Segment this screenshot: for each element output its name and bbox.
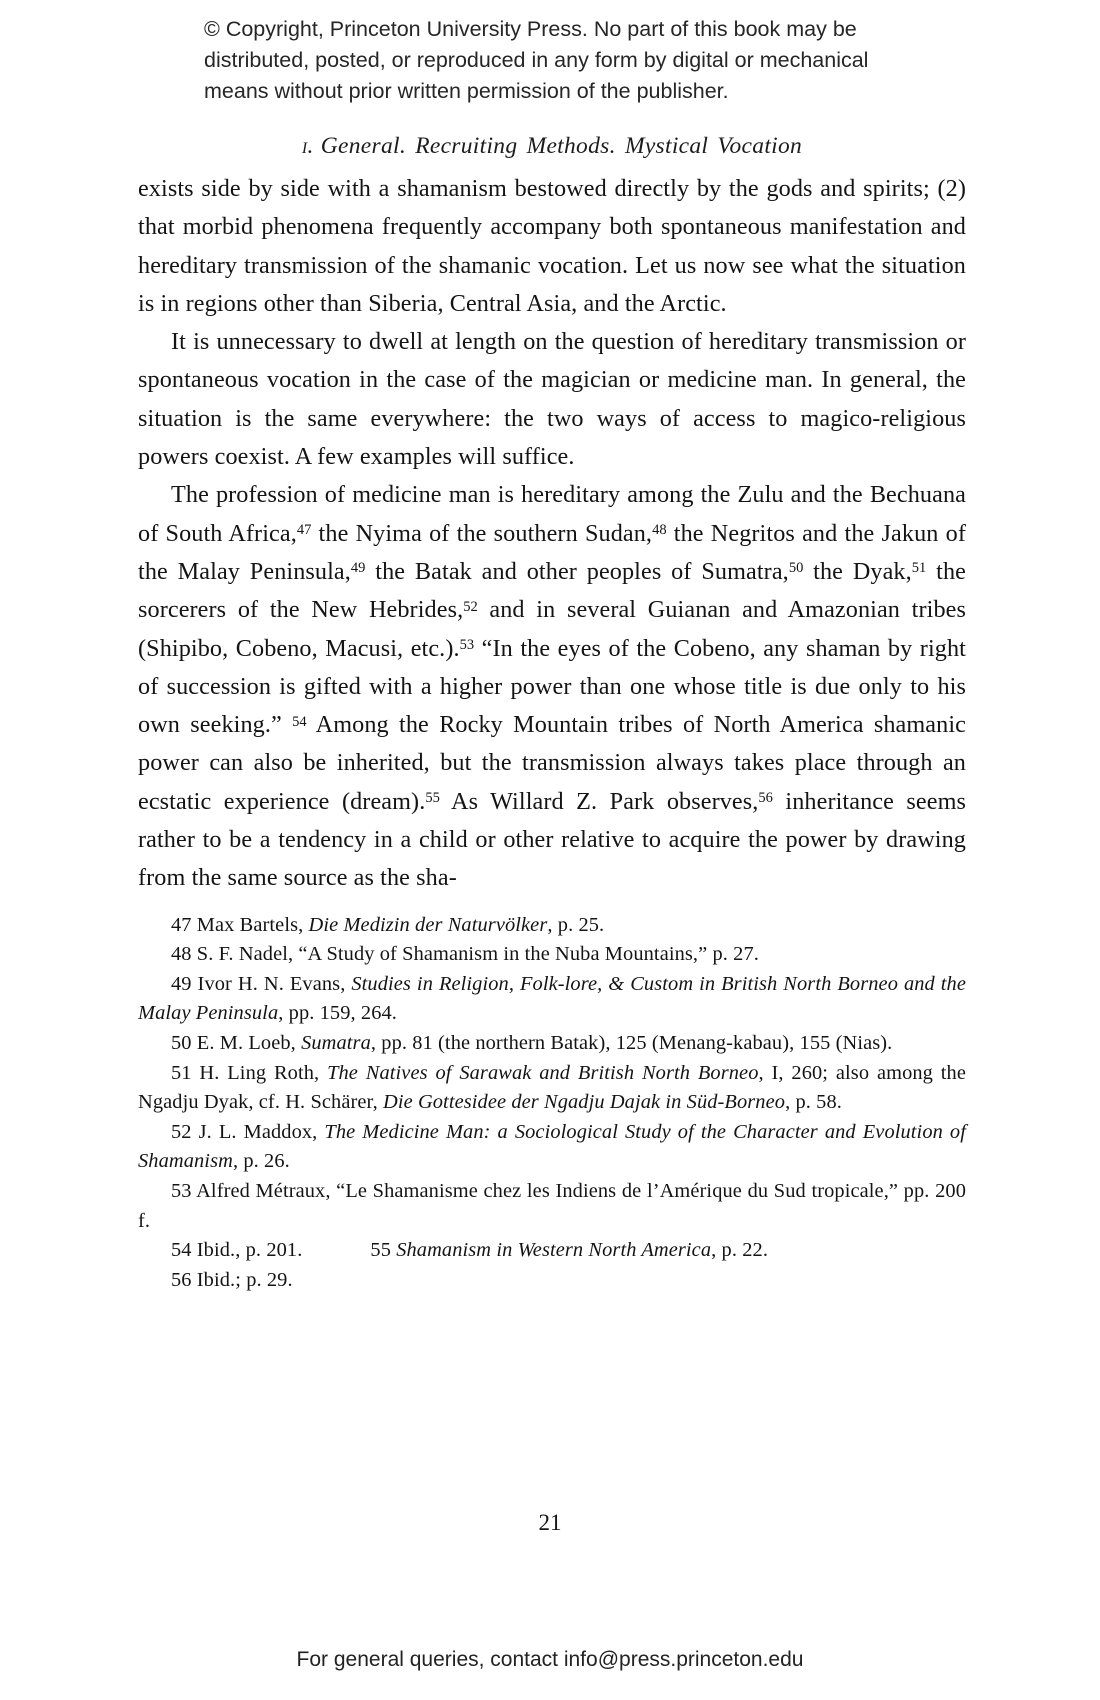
- footnote-50: 50 E. M. Loeb, Sumatra, pp. 81 (the northern Batak), 125 (Menang-kabau), 155 (Nias).: [171, 1032, 893, 1055]
- footnote-48: 48 S. F. Nadel, “A Study of Shamanism in the Nuba Mountains,” p. 27.: [171, 943, 759, 966]
- copyright-line: © Copyright, Princeton University Press. No part of this book may be: [204, 17, 857, 41]
- copyright-line: means without prior written permission of the publisher.: [204, 79, 729, 103]
- footer-contact: For general queries, contact info@press.princeton.edu: [296, 1648, 804, 1671]
- paragraph: The profession of medicine man is hereditary among the Zulu and the Bechuana of South Africa,$^{47}$ the Nyima of the southern Sudan,$^{48}$ the Negritos and the Jakun of the Malay Peninsula,$^{49}$ the Batak and other peoples of Sumatra,$^{50}$ the Dyak,$^{51}$ the sorcerers of the New Hebrides,$^{52}$ and in several Guianan and Amazonian tribes (Shipibo, Cobeno, Macusi, etc.).$^{53}$ “In the eyes of the Cobeno, any shaman by right of succession is gifted with a higher power than one whose title is due only to his own seeking.” $^{54}$ Among the Rocky Mountain tribes of North America shamanic power can also be inherited, but the transmission always takes place through an ecstatic experience (dream).$^{55}$ As Willard Z. Park observes,$^{56}$ inheritance seems rather to be a tendency in a child or other relative to acquire the power by drawing from the same source as the sha-: [138, 481, 967, 892]
- page-number: 21: [538, 1510, 562, 1535]
- paragraph: It is unnecessary to dwell at length on the question of hereditary transmission or spontaneous vocation in the case of the magician or medicine man. In general, the situation is the same everywhere: the two ways of access to magico-religious powers coexist. A few examples will suffice.: [138, 328, 966, 471]
- footnote-51: 51 H. Ling Roth, The Natives of Sarawak and British North Borneo, I, 260; also among the Ngadju Dyak, cf. H. Schärer, Die Gottesidee der Ngadju Dajak in Süd-Borneo, p. 58.: [138, 1061, 966, 1114]
- section-title: General. Recruiting Methods. Mystical Vocation: [320, 133, 803, 159]
- footnote-53: 53 Alfred Métraux, “Le Shamanisme chez les Indiens de l’Amérique du Sud tropicale,” pp. 200 f.: [138, 1179, 966, 1232]
- paragraph: exists side by side with a shamanism bestowed directly by the gods and spirits; (2) that morbid phenomena frequently accompany both spontaneous manifestation and hereditary transmission of the shamanic vocation. Let us now see what the situation is in regions other than Siberia, Central Asia, and the Arctic.: [138, 175, 966, 317]
- footnote-56: 56 Ibid.; p. 29.: [171, 1268, 293, 1291]
- footnote-54-55: 54 Ibid., p. 201. 55 Shamanism in Western North America, p. 22.: [171, 1239, 769, 1262]
- section-heading: [138, 133, 966, 160]
- section-number: i.: [301, 133, 314, 159]
- copyright-notice: [204, 14, 868, 107]
- copyright-line: distributed, posted, or reproduced in any form by digital or mechanical: [204, 48, 869, 72]
- footnote-52: 52 J. L. Maddox, The Medicine Man: a Sociological Study of the Character and Evolution of Shamanism, p. 26.: [138, 1120, 966, 1173]
- footnotes-block: [138, 911, 966, 1296]
- body-text: [138, 170, 966, 898]
- footnote-47: 47 Max Bartels, Die Medizin der Naturvölker, p. 25.: [171, 913, 605, 936]
- page-content: [138, 170, 966, 1295]
- footnote-49: 49 Ivor H. N. Evans, Studies in Religion, Folk-lore, & Custom in British North Borneo and the Malay Peninsula, pp. 159, 264.: [138, 972, 967, 1025]
